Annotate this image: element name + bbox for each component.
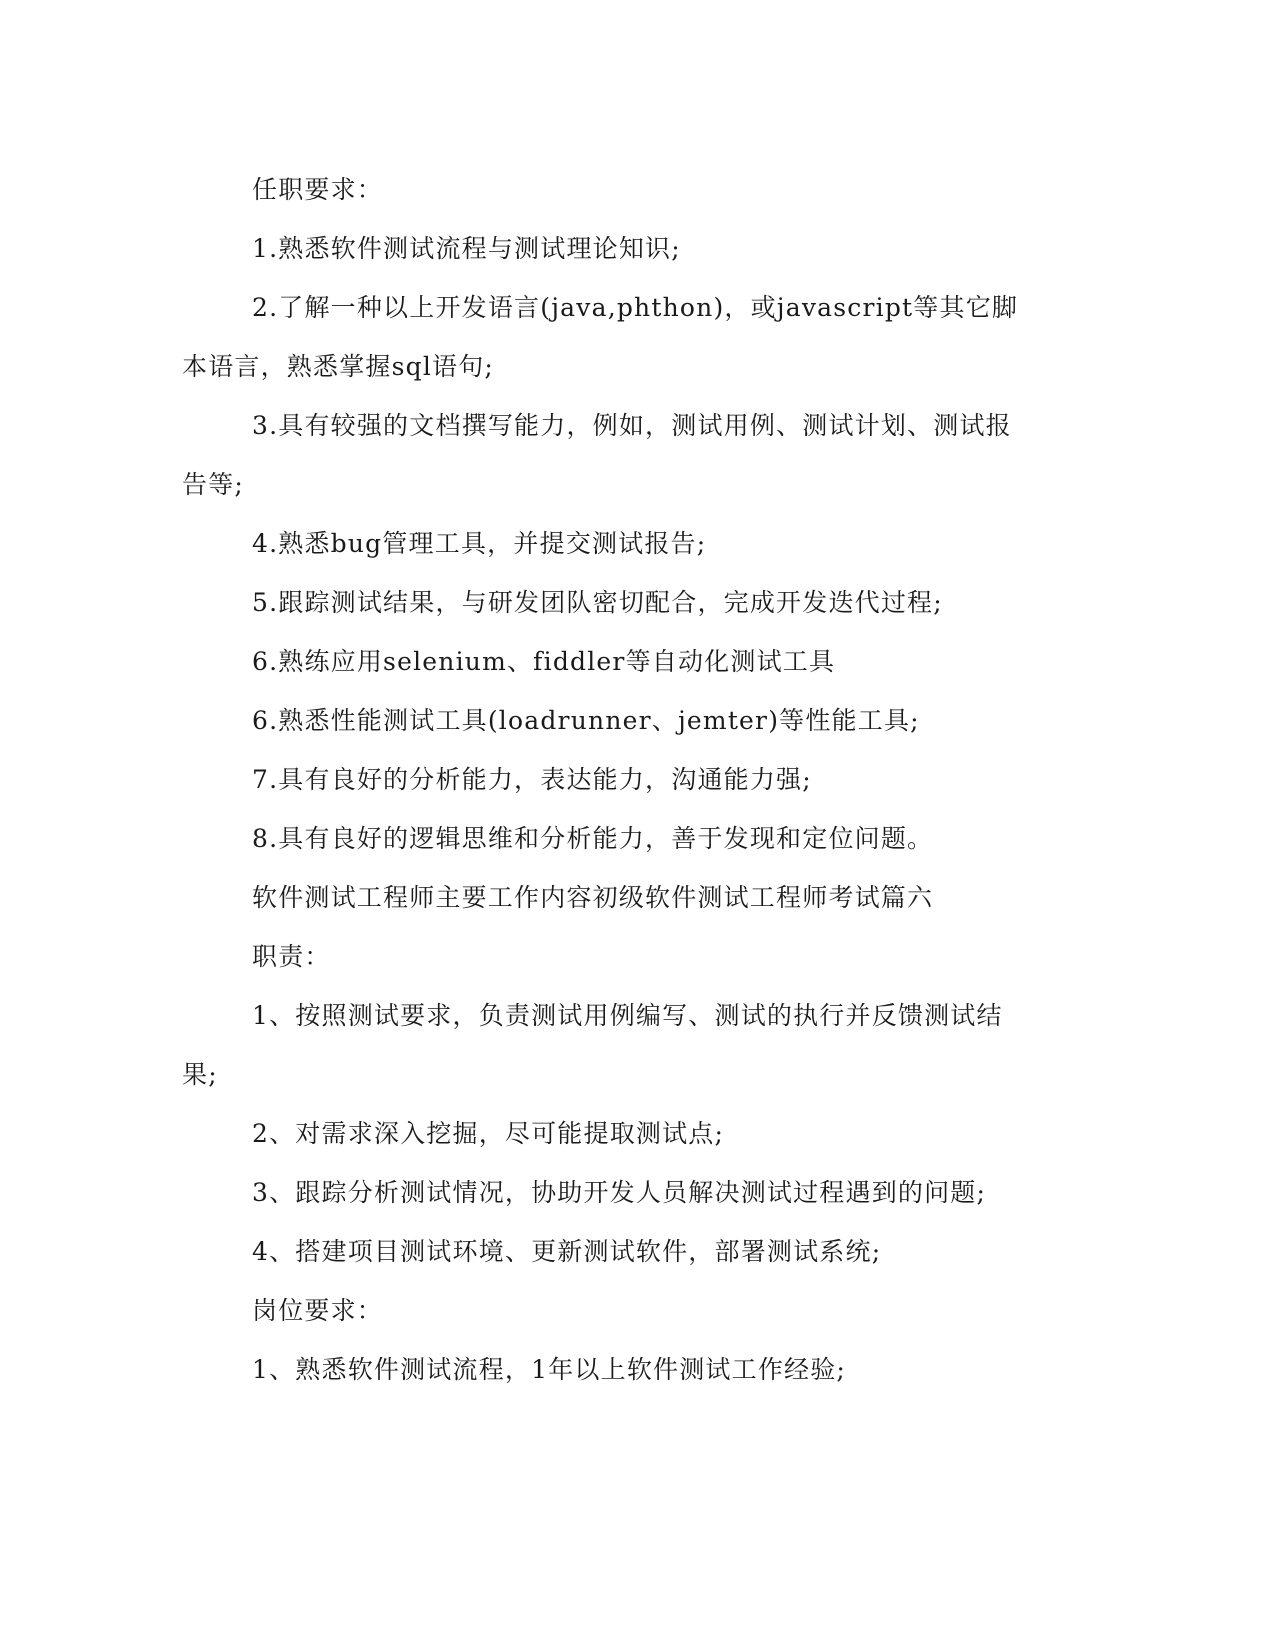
requirement-item-8: 8.具有良好的逻辑思维和分析能力，善于发现和定位问题。 [252, 824, 934, 853]
duty-item-3: 3、跟踪分析测试情况，协助开发人员解决测试过程遇到的问题; [252, 1178, 987, 1207]
requirement-item-4: 4.熟悉bug管理工具，并提交测试报告; [252, 529, 707, 558]
requirement-item-3: 3.具有较强的文档撰写能力，例如，测试用例、测试计划、测试报告等; [182, 411, 1012, 499]
requirement-item-6a: 6.熟练应用selenium、fiddler等自动化测试工具 [252, 647, 836, 676]
section-heading-duties: 职责： [252, 942, 331, 971]
position-requirement-item-1: 1、熟悉软件测试流程，1年以上软件测试工作经验; [252, 1355, 847, 1384]
duty-item-2: 2、对需求深入挖掘，尽可能提取测试点; [252, 1119, 725, 1148]
requirement-item-6b: 6.熟悉性能测试工具(loadrunner、jemter)等性能工具; [252, 706, 920, 735]
requirement-item-1: 1.熟悉软件测试流程与测试理论知识; [252, 234, 681, 263]
section-heading-position-requirements: 岗位要求： [252, 1296, 384, 1325]
duty-item-1: 1、按照测试要求，负责测试用例编写、测试的执行并反馈测试结果; [182, 1001, 1003, 1089]
requirement-item-7: 7.具有良好的分析能力，表达能力，沟通能力强; [252, 765, 812, 794]
requirement-item-5: 5.跟踪测试结果，与研发团队密切配合，完成开发迭代过程; [252, 588, 943, 617]
section-title-part-six: 软件测试工程师主要工作内容初级软件测试工程师考试篇六 [252, 883, 934, 912]
requirement-item-2: 2.了解一种以上开发语言(java,phthon)，或javascript等其它脚本语言，熟悉掌握sql语句; [182, 293, 1019, 381]
section-heading-requirements: 任职要求： [252, 175, 384, 204]
document-body [182, 160, 1027, 1399]
duty-item-4: 4、搭建项目测试环境、更新测试软件，部署测试系统; [252, 1237, 882, 1266]
